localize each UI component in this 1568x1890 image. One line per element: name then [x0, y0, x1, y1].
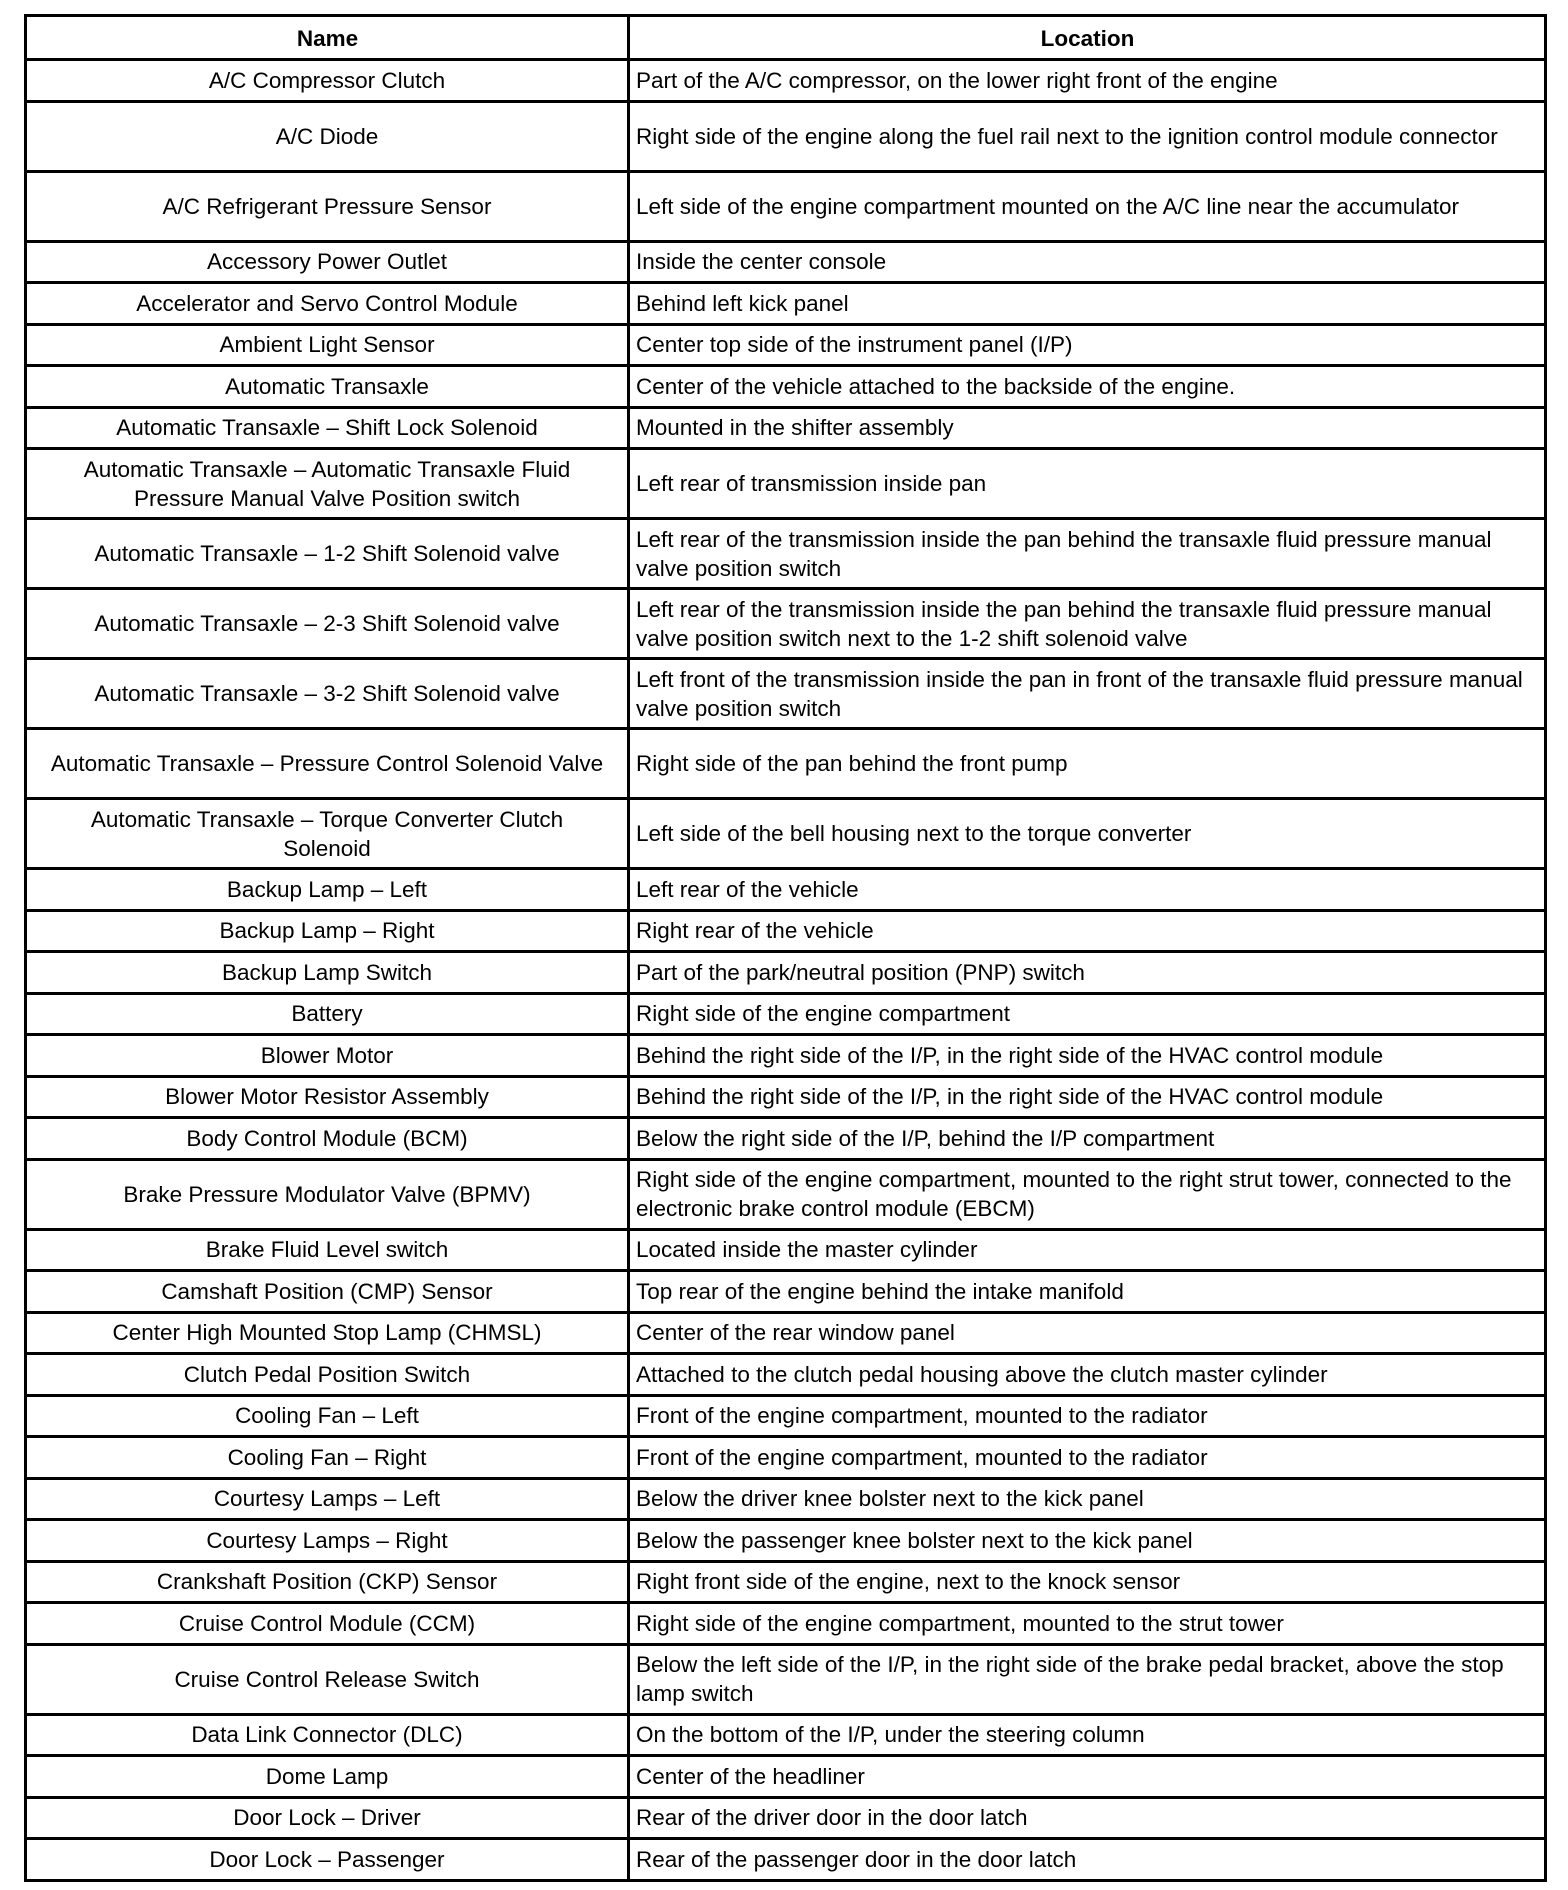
table-row — [26, 589, 1546, 659]
table-row — [26, 1839, 1546, 1881]
table-row — [26, 910, 1546, 952]
table-row — [26, 1797, 1546, 1839]
component-location-cell: Attached to the clutch pedal housing above the clutch master cylinder — [629, 1354, 1546, 1396]
component-name-cell: Courtesy Lamps – Right — [26, 1520, 629, 1562]
table-row — [26, 1035, 1546, 1077]
table-row — [26, 1520, 1546, 1562]
table-row — [26, 1756, 1546, 1798]
component-name-cell: A/C Diode — [26, 101, 629, 171]
component-name-cell: Brake Pressure Modulator Valve (BPMV) — [26, 1159, 629, 1229]
component-location-cell: Front of the engine compartment, mounted to the radiator — [629, 1395, 1546, 1437]
component-location-cell: Right front side of the engine, next to the knock sensor — [629, 1561, 1546, 1603]
component-name-cell: Door Lock – Driver — [26, 1797, 629, 1839]
component-location-cell: Below the passenger knee bolster next to the kick panel — [629, 1520, 1546, 1562]
component-name-cell: Cruise Control Module (CCM) — [26, 1603, 629, 1645]
component-location-cell: Center of the rear window panel — [629, 1312, 1546, 1354]
component-name-cell: Courtesy Lamps – Left — [26, 1478, 629, 1520]
component-location-cell: Left rear of transmission inside pan — [629, 449, 1546, 519]
component-location-cell: Left rear of the vehicle — [629, 869, 1546, 911]
component-location-cell: Left rear of the transmission inside the pan behind the transaxle fluid pressure manual valve position switch next to the 1-2 shift solenoid valve — [629, 589, 1546, 659]
table-row — [26, 1312, 1546, 1354]
component-location-cell: Left rear of the transmission inside the pan behind the transaxle fluid pressure manual valve position switch — [629, 519, 1546, 589]
component-location-cell: Behind left kick panel — [629, 283, 1546, 325]
component-name-cell: Dome Lamp — [26, 1756, 629, 1798]
table-body — [26, 60, 1546, 1881]
table-row — [26, 519, 1546, 589]
component-name-cell: Camshaft Position (CMP) Sensor — [26, 1271, 629, 1313]
component-location-cell: Center of the headliner — [629, 1756, 1546, 1798]
table-row — [26, 1395, 1546, 1437]
table-header-row — [26, 16, 1546, 60]
component-name-cell: Cooling Fan – Left — [26, 1395, 629, 1437]
table-row — [26, 407, 1546, 449]
component-location-cell: Right side of the engine along the fuel rail next to the ignition control module connector — [629, 101, 1546, 171]
table-row — [26, 1354, 1546, 1396]
table-row — [26, 869, 1546, 911]
component-name-cell: Automatic Transaxle – 2-3 Shift Solenoid valve — [26, 589, 629, 659]
table-row — [26, 993, 1546, 1035]
component-location-cell: Right side of the engine compartment, mounted to the right strut tower, connected to the electronic brake control module (EBCM) — [629, 1159, 1546, 1229]
component-location-cell: Top rear of the engine behind the intake manifold — [629, 1271, 1546, 1313]
table-row — [26, 171, 1546, 241]
component-name-cell: Crankshaft Position (CKP) Sensor — [26, 1561, 629, 1603]
component-name-cell: Cruise Control Release Switch — [26, 1644, 629, 1714]
component-name-cell: Data Link Connector (DLC) — [26, 1714, 629, 1756]
table-row — [26, 60, 1546, 102]
component-location-cell: Inside the center console — [629, 241, 1546, 283]
table-row — [26, 799, 1546, 869]
component-location-cell: Center top side of the instrument panel (I/P) — [629, 324, 1546, 366]
component-name-cell: Blower Motor — [26, 1035, 629, 1077]
component-location-cell: Mounted in the shifter assembly — [629, 407, 1546, 449]
component-name-cell: Accelerator and Servo Control Module — [26, 283, 629, 325]
table-row — [26, 1644, 1546, 1714]
table-row — [26, 324, 1546, 366]
component-name-cell: Battery — [26, 993, 629, 1035]
table-row — [26, 283, 1546, 325]
component-name-cell: Cooling Fan – Right — [26, 1437, 629, 1479]
component-location-cell: Below the driver knee bolster next to the kick panel — [629, 1478, 1546, 1520]
table-row — [26, 1561, 1546, 1603]
column-header-name: Name — [26, 16, 629, 60]
table-row — [26, 366, 1546, 408]
component-location-table-container — [24, 14, 1544, 1882]
component-location-cell: On the bottom of the I/P, under the steering column — [629, 1714, 1546, 1756]
component-location-cell: Right rear of the vehicle — [629, 910, 1546, 952]
component-location-cell: Rear of the passenger door in the door latch — [629, 1839, 1546, 1881]
table-row — [26, 659, 1546, 729]
table-row — [26, 1478, 1546, 1520]
table-row — [26, 729, 1546, 799]
component-name-cell: Center High Mounted Stop Lamp (CHMSL) — [26, 1312, 629, 1354]
component-name-cell: Automatic Transaxle – 1-2 Shift Solenoid valve — [26, 519, 629, 589]
component-location-cell: Left side of the bell housing next to the torque converter — [629, 799, 1546, 869]
table-row — [26, 241, 1546, 283]
table-row — [26, 1714, 1546, 1756]
component-name-cell: Blower Motor Resistor Assembly — [26, 1076, 629, 1118]
component-location-cell: Behind the right side of the I/P, in the right side of the HVAC control module — [629, 1076, 1546, 1118]
component-name-cell: Clutch Pedal Position Switch — [26, 1354, 629, 1396]
component-name-cell: Automatic Transaxle – Automatic Transaxle Fluid Pressure Manual Valve Position switch — [26, 449, 629, 519]
component-name-cell: Backup Lamp Switch — [26, 952, 629, 994]
component-location-cell: Located inside the master cylinder — [629, 1229, 1546, 1271]
column-header-location: Location — [629, 16, 1546, 60]
component-location-cell: Left side of the engine compartment mounted on the A/C line near the accumulator — [629, 171, 1546, 241]
table-row — [26, 1118, 1546, 1160]
component-name-cell: Ambient Light Sensor — [26, 324, 629, 366]
component-name-cell: Door Lock – Passenger — [26, 1839, 629, 1881]
table-row — [26, 1159, 1546, 1229]
table-row — [26, 1271, 1546, 1313]
component-location-cell: Part of the park/neutral position (PNP) switch — [629, 952, 1546, 994]
table-row — [26, 101, 1546, 171]
component-location-cell: Behind the right side of the I/P, in the right side of the HVAC control module — [629, 1035, 1546, 1077]
table-row — [26, 1229, 1546, 1271]
component-location-cell: Front of the engine compartment, mounted to the radiator — [629, 1437, 1546, 1479]
component-name-cell: Body Control Module (BCM) — [26, 1118, 629, 1160]
component-name-cell: Automatic Transaxle – Torque Converter Clutch Solenoid — [26, 799, 629, 869]
component-location-cell: Right side of the engine compartment — [629, 993, 1546, 1035]
component-location-cell: Center of the vehicle attached to the backside of the engine. — [629, 366, 1546, 408]
table-row — [26, 449, 1546, 519]
component-name-cell: Automatic Transaxle – Shift Lock Solenoid — [26, 407, 629, 449]
component-location-cell: Right side of the engine compartment, mounted to the strut tower — [629, 1603, 1546, 1645]
component-name-cell: Backup Lamp – Left — [26, 869, 629, 911]
component-location-cell: Below the right side of the I/P, behind the I/P compartment — [629, 1118, 1546, 1160]
table-row — [26, 1437, 1546, 1479]
component-location-cell: Part of the A/C compressor, on the lower right front of the engine — [629, 60, 1546, 102]
component-location-cell: Right side of the pan behind the front pump — [629, 729, 1546, 799]
component-location-table — [24, 14, 1547, 1882]
component-location-cell: Left front of the transmission inside the pan in front of the transaxle fluid pressure manual valve position switch — [629, 659, 1546, 729]
component-name-cell: A/C Refrigerant Pressure Sensor — [26, 171, 629, 241]
table-row — [26, 1076, 1546, 1118]
component-name-cell: Brake Fluid Level switch — [26, 1229, 629, 1271]
component-location-cell: Rear of the driver door in the door latch — [629, 1797, 1546, 1839]
table-row — [26, 952, 1546, 994]
component-name-cell: Backup Lamp – Right — [26, 910, 629, 952]
component-location-cell: Below the left side of the I/P, in the right side of the brake pedal bracket, above the stop lamp switch — [629, 1644, 1546, 1714]
component-name-cell: Automatic Transaxle — [26, 366, 629, 408]
component-name-cell: Accessory Power Outlet — [26, 241, 629, 283]
component-name-cell: Automatic Transaxle – Pressure Control Solenoid Valve — [26, 729, 629, 799]
component-name-cell: Automatic Transaxle – 3-2 Shift Solenoid valve — [26, 659, 629, 729]
table-row — [26, 1603, 1546, 1645]
component-name-cell: A/C Compressor Clutch — [26, 60, 629, 102]
